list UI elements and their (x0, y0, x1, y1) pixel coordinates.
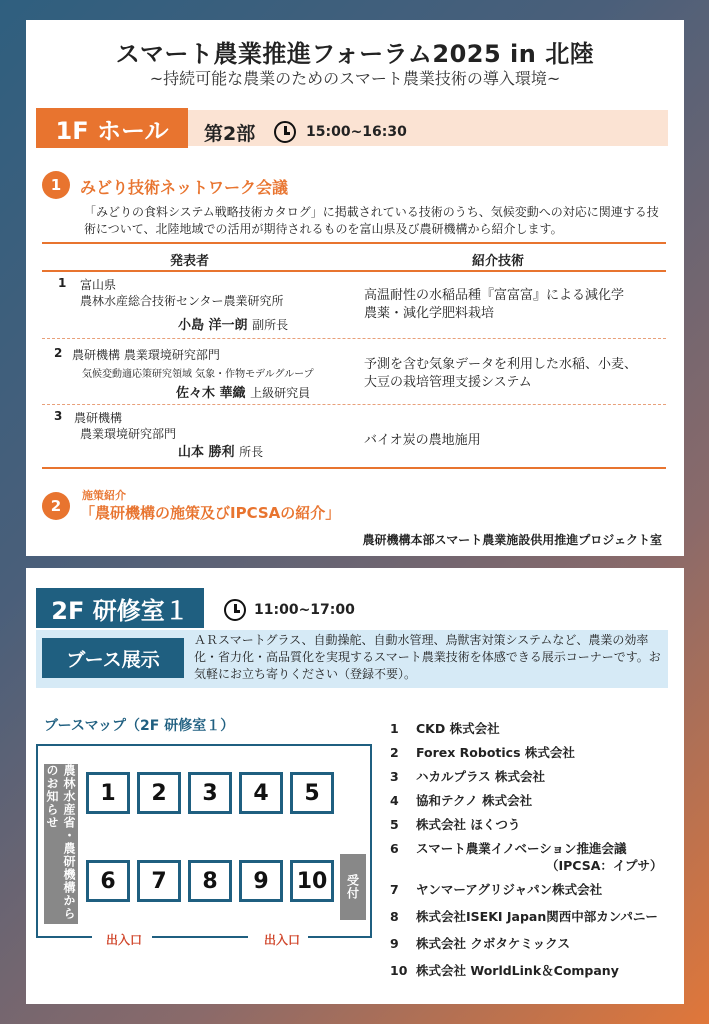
section2-title: 「農研機構の施策及びIPCSAの紹介」 (80, 504, 341, 522)
exhibitor-name: 株式会社ISEKI Japan関西中部カンパニー (416, 909, 658, 924)
presenter-name-text: 山本 勝利 (178, 445, 235, 460)
technology-text (364, 287, 624, 323)
exhibitor-item (390, 880, 602, 898)
booth-10: 10 (290, 860, 334, 902)
clock-icon (274, 121, 296, 143)
row-divider (42, 338, 666, 339)
exhibitor-item (390, 743, 575, 761)
technology-line: 農薬・減化学肥料栽培 (364, 306, 495, 321)
presenter-dept: 気候変動適応策研究領域 気象・作物モデルグループ (82, 369, 314, 380)
part-label: 第2部 (204, 123, 256, 145)
table-head-rule (42, 270, 666, 272)
section2-organization: 農研機構本部スマート農業施設供用推進プロジェクト室 (362, 533, 662, 547)
exhibitor-number: 7 (390, 882, 399, 897)
technology-line: 大豆の栽培管理支援システム (364, 375, 532, 390)
row-divider (42, 404, 666, 405)
room-time: 11:00~17:00 (254, 602, 355, 618)
exhibitor-item (390, 934, 570, 952)
exhibitor-name: 株式会社 クボタケミックス (416, 936, 570, 951)
notice-booth: 農林水産省・農研機構からのお知らせ (44, 764, 78, 924)
booth-tag: ブース展示 (42, 638, 184, 678)
booth-5: 5 (290, 772, 334, 814)
booth-3: 3 (188, 772, 232, 814)
presenter-dept: 農業環境研究部門 (80, 427, 177, 441)
map-title: ブースマップ（2F 研修室１） (44, 718, 235, 734)
exhibitor-number: 1 (390, 721, 399, 736)
room-tag: 2F 研修室１ (36, 588, 204, 628)
presenter-role: 所長 (239, 445, 264, 459)
presenter-name-text: 小島 洋一朗 (178, 318, 248, 333)
exhibitor-name: Forex Robotics 株式会社 (416, 745, 575, 760)
booth-9: 9 (239, 860, 283, 902)
presenter-role: 副所長 (252, 318, 289, 332)
booth-6: 6 (86, 860, 130, 902)
exhibitor-name: ハカルプラス 株式会社 (416, 769, 545, 784)
booth-4: 4 (239, 772, 283, 814)
exhibitor-name: 株式会社 ほくつう (416, 817, 521, 832)
exhibitor-name: スマート農業イノベーション推進会議 (416, 841, 627, 856)
booth-1: 1 (86, 772, 130, 814)
exhibitor-item (390, 907, 658, 925)
section1-title: みどり技術ネットワーク会議 (80, 178, 289, 197)
row-number: 1 (58, 276, 67, 290)
entrance-left: 出入口 (106, 933, 143, 947)
exhibitor-item (390, 815, 520, 833)
table-bottom-rule (42, 467, 666, 469)
hall-time: 15:00~16:30 (306, 124, 407, 140)
row-number: 3 (54, 409, 63, 423)
section2-number: 2 (42, 492, 70, 520)
hall-card (26, 20, 684, 556)
presenter-name (178, 441, 263, 460)
room-card (26, 568, 684, 1004)
section1-number: 1 (42, 171, 70, 199)
presenter-dept: 農林水産総合技術センター農業研究所 (80, 294, 284, 308)
exhibitor-number: 6 (390, 841, 399, 856)
exhibitor-number: 9 (390, 936, 399, 951)
booth-7: 7 (137, 860, 181, 902)
table-top-rule (42, 242, 666, 244)
page-title: スマート農業推進フォーラム2025 in 北陸 (115, 40, 595, 68)
exhibitor-name: CKD 株式会社 (416, 721, 500, 736)
column-technology: 紹介技術 (472, 254, 525, 269)
exhibitor-item (390, 839, 627, 857)
booth-2: 2 (137, 772, 181, 814)
presenter-name (178, 314, 288, 333)
presenter-org: 農研機構 (74, 411, 123, 425)
booth-description: ＡＲスマートグラス、自動操舵、自動水管理、鳥獣害対策システムなど、農業の効率化・省力化・高品質化を実現するスマート農業技術を体感できる展示コーナーです。お気軽にお立ち寄りください（登録不要）。 (194, 633, 661, 681)
technology-line: バイオ炭の農地施用 (364, 433, 481, 448)
entrance-right: 出入口 (264, 933, 301, 947)
exhibitor-subname: （IPCSA：イプサ） (546, 858, 663, 873)
hall-tag: 1F ホール (36, 108, 188, 148)
section2-kicker: 施策紹介 (82, 489, 126, 502)
exhibitor-item (390, 961, 619, 979)
exhibitor-item (390, 767, 545, 785)
presenter-role: 上級研究員 (250, 386, 311, 400)
exhibitor-number: 2 (390, 745, 399, 760)
section1-description: 「みどりの食料システム戦略技術カタログ」に掲載されている技術のうち、気候変動への対応に関連する技術について、北陸地域での活用が期待されるものを富山県及び農研機構から紹介します。 (84, 205, 659, 236)
technology-line: 予測を含む気象データを利用した水稲、小麦、 (364, 357, 638, 372)
presenter-org: 富山県 (80, 278, 117, 292)
exhibitor-number: 8 (390, 909, 399, 924)
page-subtitle: ~持続可能な農業のためのスマート農業技術の導入環境~ (149, 69, 561, 88)
exhibitor-name: 協和テクノ 株式会社 (416, 793, 533, 808)
exhibitor-number: 10 (390, 963, 408, 978)
presenter-name-text: 佐々木 華織 (176, 386, 246, 401)
booth-8: 8 (188, 860, 232, 902)
exhibitor-number: 5 (390, 817, 399, 832)
exhibitor-number: 3 (390, 769, 399, 784)
presenter-org: 農研機構 農業環境研究部門 (72, 348, 220, 362)
exhibitor-item (390, 791, 532, 809)
column-presenter: 発表者 (170, 254, 210, 269)
presenter-name (176, 382, 310, 401)
exhibitor-name: 株式会社 WorldLink＆Company (416, 963, 619, 978)
exhibitor-number: 4 (390, 793, 399, 808)
exhibitor-name: ヤンマーアグリジャパン株式会社 (416, 882, 603, 897)
row-number: 2 (54, 346, 63, 360)
technology-line: 高温耐性の水稲品種『富富富』による減化学 (364, 288, 625, 303)
exhibitor-item (390, 719, 500, 737)
reception-booth: 受付 (340, 854, 366, 920)
clock-icon (224, 599, 246, 621)
technology-text (364, 432, 481, 450)
technology-text (364, 356, 637, 392)
